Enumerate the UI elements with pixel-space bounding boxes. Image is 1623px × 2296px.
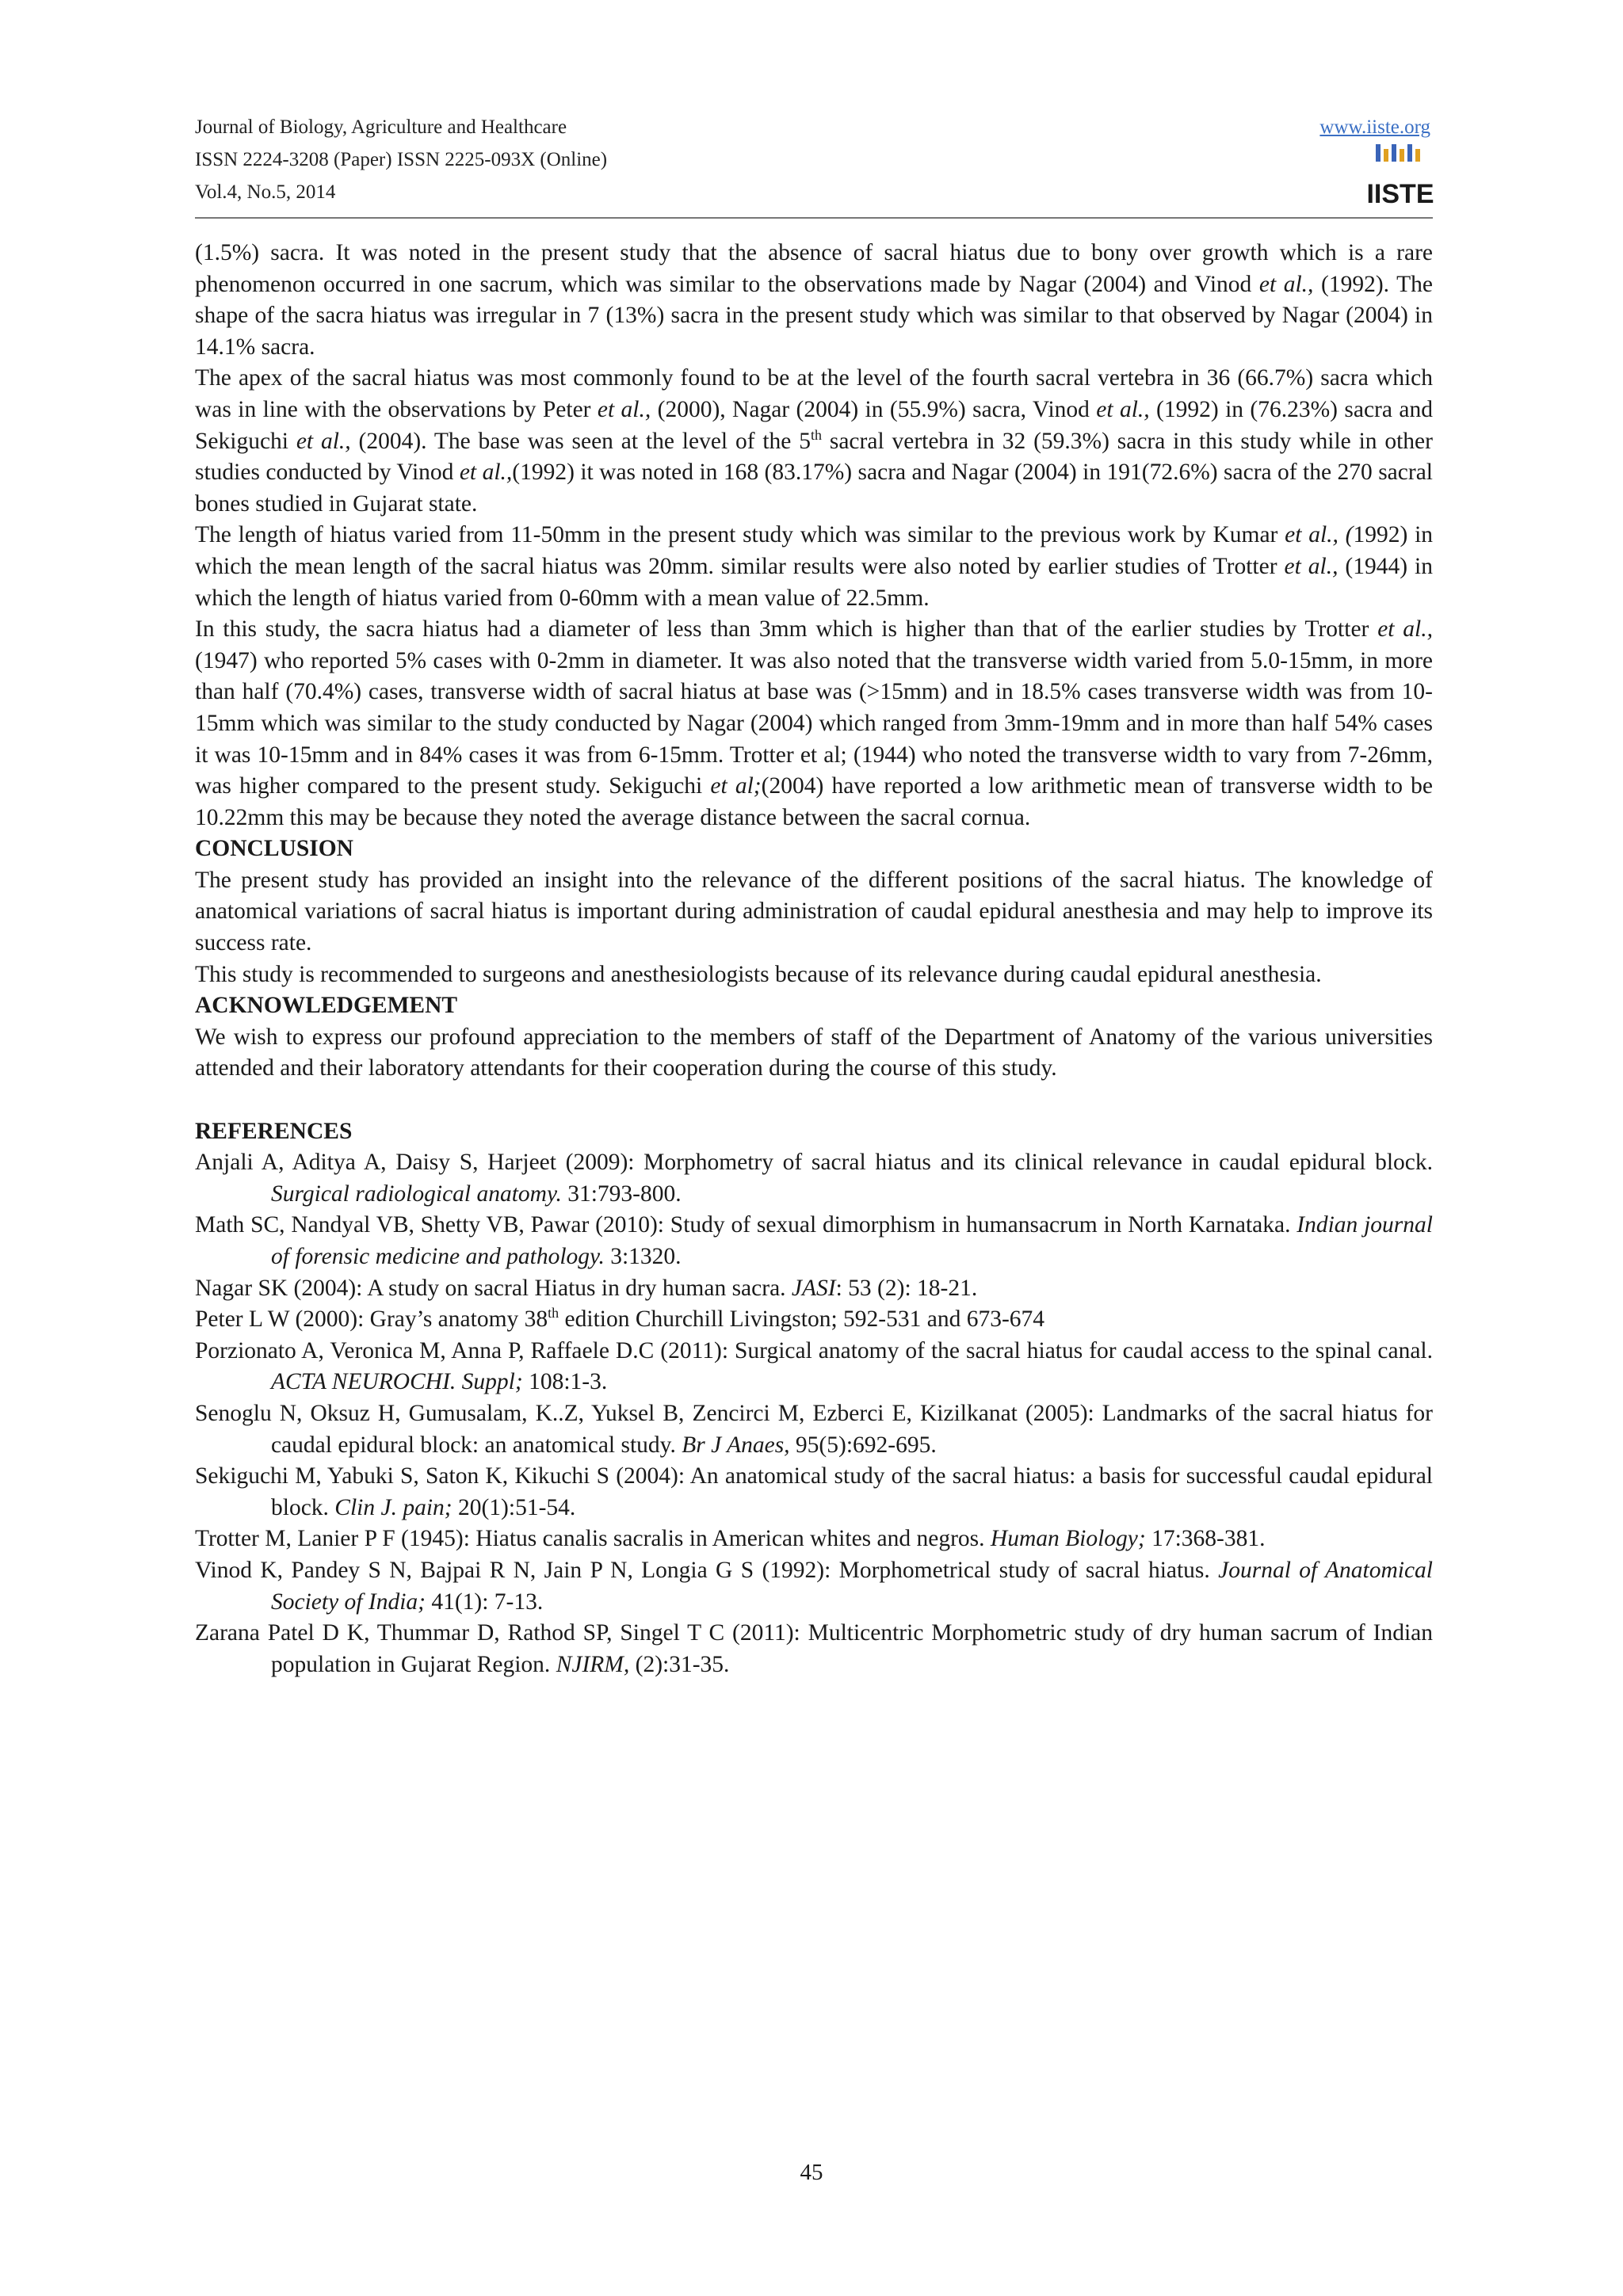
section-gap bbox=[195, 1085, 1433, 1116]
article-body bbox=[195, 238, 1433, 1680]
discussion-paragraph-2: The apex of the sacral hiatus was most commonly found to be at the level of the fourth sacral vertebra in 36 (66.7%) sacra which was in line with the observations by Peter et al., (2000), Nagar (2004) in (55.9%) sacra, Vinod et al., (1992) in (76.23%) sacra and Sekiguchi et al., (2004). The base was seen at the level of the 5th sacral vertebra in 32 (59.3%) sacra in this study while in other studies conducted by Vinod et al.,(1992) it was noted in 168 (83.17%) sacra and Nagar (2004) in 191(72.6%) sacra of the 270 sacral bones studied in Gujarat state. bbox=[195, 365, 1433, 517]
discussion-paragraph-3: The length of hiatus varied from 11-50mm in the present study which was similar to the previous work by Kumar et al., (1992) in which the mean length of the sacral hiatus was 20mm. similar results were also noted by earlier studies of Trotter et al., (1944) in which the length of hiatus varied from 0-60mm with a mean value of 22.5mm. bbox=[195, 522, 1434, 611]
journal-title: Journal of Biology, Agriculture and Healthcare bbox=[195, 116, 567, 138]
reference-item: Anjali A, Aditya A, Daisy S, Harjeet (2009): Morphometry of sacral hiatus and its clinical relevance in caudal epidural block. Surgical radiological anatomy. 31:793-800. bbox=[195, 1150, 1433, 1207]
conclusion-heading: CONCLUSION bbox=[195, 836, 353, 862]
reference-item: Sekiguchi M, Yabuki S, Saton K, Kikuchi S (2004): An anatomical study of the sacral hiatus: a basis for successful caudal epidural block. Clin J. pain; 20(1):51-54. bbox=[195, 1463, 1433, 1520]
discussion-paragraph-1: (1.5%) sacra. It was noted in the present study that the absence of sacral hiatus due to bony over growth which is a rare phenomenon occurred in one sacrum, which was similar to the observations made by Nagar (2004) and Vinod et al., (1992). The shape of the sacra hiatus was irregular in 7 (13%) sacra in the present study which was similar to that observed by Nagar (2004) in 14.1% sacra. bbox=[195, 240, 1433, 360]
website-link[interactable]: www.iiste.org bbox=[1319, 116, 1430, 138]
reference-item: Zarana Patel D K, Thummar D, Rathod SP, Singel T C (2011): Multicentric Morphometric study of dry human sacrum of Indian population in Gujarat Region. NJIRM, (2):31-35. bbox=[195, 1620, 1433, 1677]
reference-item: Trotter M, Lanier P F (1945): Hiatus canalis sacralis in American whites and negros. Human Biology; 17:368-381. bbox=[195, 1526, 1266, 1552]
logo-text: IISTE bbox=[1366, 179, 1434, 209]
iiste-logo bbox=[1366, 143, 1434, 209]
acknowledgement-paragraph: We wish to express our profound appreciation to the members of staff of the Department of Anatomy of the various universities attended and their laboratory attendants for their cooperation during the course of this study. bbox=[195, 1024, 1433, 1081]
reference-item: Vinod K, Pandey S N, Bajpai R N, Jain P N, Longia G S (1992): Morphometrical study of sacral hiatus. Journal of Anatomical Society of India; 41(1): 7-13. bbox=[195, 1557, 1433, 1615]
reference-item: Peter L W (2000): Gray’s anatomy 38th edition Churchill Livingston; 592-531 and 673-674 bbox=[195, 1305, 1045, 1333]
acknowledgement-heading: ACKNOWLEDGEMENT bbox=[195, 993, 458, 1019]
discussion-paragraph-4: In this study, the sacra hiatus had a diameter of less than 3mm which is higher than that of the earlier studies by Trotter et al., (1947) who reported 5% cases with 0-2mm in diameter. It was also noted that the transverse width varied from 5.0-15mm, in more than half (70.4%) cases, transverse width of sacral hiatus at base was (>15mm) and in 18.5% cases transverse width was from 10-15mm which was similar to the study conducted by Nagar (2004) which ranged from 3mm-19mm and in more than half 54% cases it was 10-15mm and in 84% cases it was from 6-15mm. Trotter et al; (1944) who noted the transverse width to vary from 7-26mm, was higher compared to the present study. Sekiguchi et al;(2004) have reported a low arithmetic mean of transverse width to be 10.22mm this may be because they noted the average distance between the sacral cornua. bbox=[195, 616, 1434, 830]
reference-item: Nagar SK (2004): A study on sacral Hiatus in dry human sacra. JASI: 53 (2): 18-21. bbox=[195, 1275, 978, 1301]
header-divider bbox=[195, 217, 1433, 219]
journal-issn: ISSN 2224-3208 (Paper) ISSN 2225-093X (Online) bbox=[195, 149, 608, 170]
references-heading: REFERENCES bbox=[195, 1118, 353, 1144]
conclusion-paragraph-1: The present study has provided an insight into the relevance of the different positions of the sacral hiatus. The knowledge of anatomical variations of sacral hiatus is important during administration of caudal epidural anesthesia and may help to improve its success rate. bbox=[195, 867, 1433, 956]
reference-item: Porzionato A, Veronica M, Anna P, Raffaele D.C (2011): Surgical anatomy of the sacral hiatus for caudal access to the spinal canal. ACTA NEUROCHI. Suppl; 108:1-3. bbox=[195, 1337, 1433, 1395]
journal-volume: Vol.4, No.5, 2014 bbox=[195, 181, 336, 203]
conclusion-paragraph-2: This study is recommended to surgeons and anesthesiologists because of its relevance during caudal epidural anesthesia. bbox=[195, 961, 1322, 987]
reference-item: Senoglu N, Oksuz H, Gumusalam, K..Z, Yuksel B, Zencirci M, Ezberci E, Kizilkanat (2005): Landmarks of the sacral hiatus for caudal epidural block: an anatomical study. Br J Anaes, 95(5):692-695. bbox=[195, 1400, 1433, 1458]
reference-item: Math SC, Nandyal VB, Shetty VB, Pawar (2010): Study of sexual dimorphism in humansacrum in North Karnataka. Indian journal of forensic medicine and pathology. 3:1320. bbox=[195, 1212, 1433, 1269]
page-number: 45 bbox=[800, 2160, 823, 2185]
